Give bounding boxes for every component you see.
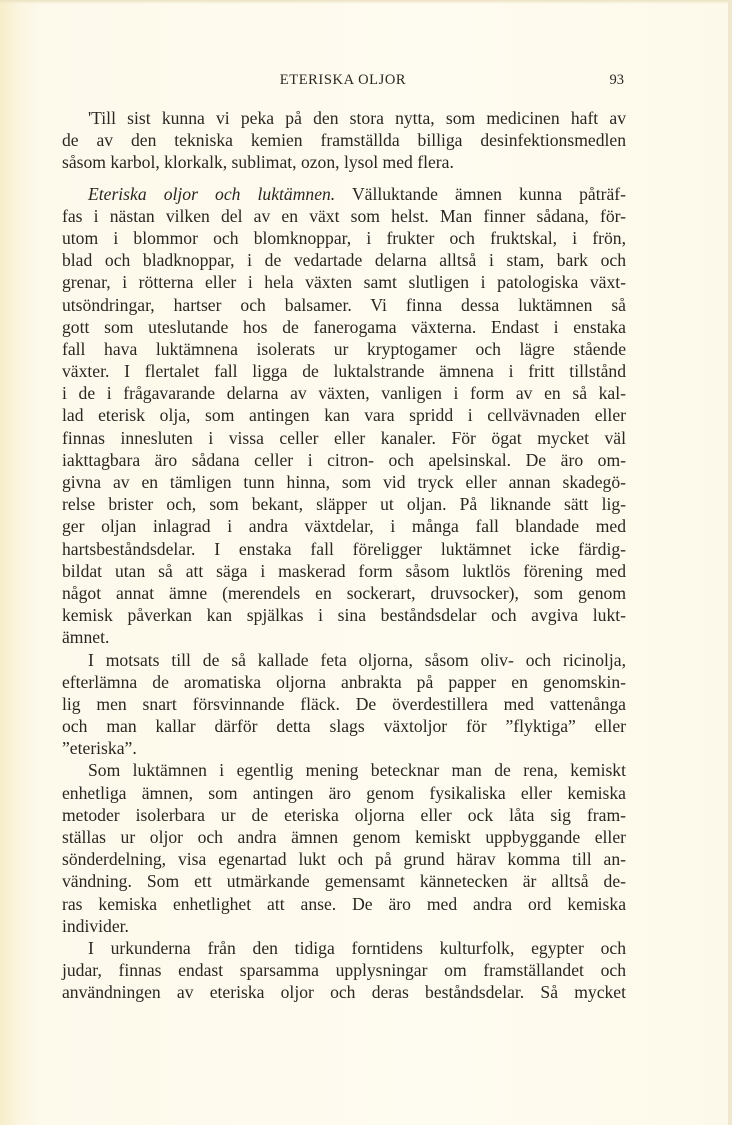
text-line: utom i blommor och blomknoppar, i frukter och fruktskal, i frön, xyxy=(62,227,626,248)
paragraph xyxy=(62,107,626,174)
text-line: kemisk påverkan kan spjälkas i sina beståndsdelar och avgiva lukt- xyxy=(62,605,626,626)
text-line: I motsats till de så kallade feta oljorna, såsom oliv- och ricinolja, xyxy=(88,649,626,670)
text-line: I urkunderna från den tidiga forntidens kulturfolk, egypter och xyxy=(88,937,626,958)
text-line: fall hava luktämnena isolerats ur kryptogamer och lägre stående xyxy=(62,338,626,359)
text-line: hartsbeståndsdelar. I enstaka fall föreligger luktämnet icke färdig- xyxy=(62,538,626,559)
text-line: ger oljan inlagrad i andra växtdelar, i många fall blandade med xyxy=(62,516,626,537)
text-line: utsöndringar, hartser och balsamer. Vi finna dessa luktämnen så xyxy=(62,294,626,315)
text-line: lad eterisk olja, som antingen kan vara spridd i cellvävnaden eller xyxy=(62,405,626,426)
text-line: Som luktämnen i egentlig mening betecknar man de rena, kemiskt xyxy=(88,760,626,781)
text-line: relse brister och, som bekant, släpper ut oljan. På liknande sätt lig- xyxy=(62,494,626,515)
text-line: såsom karbol, klorkalk, sublimat, ozon, lysol med flera. xyxy=(62,152,454,173)
text-line: sönderdelning, visa egenartad lukt och på grund härav komma till an- xyxy=(62,849,626,870)
text-line: efterlämna de aromatiska oljorna anbrakta på papper en genomskin- xyxy=(62,671,626,692)
text-line: metoder isolerbara ur de eteriska oljorna eller ock låta sig fram- xyxy=(62,804,626,825)
text-line: iakttagbara äro sådana celler i citron- och apelsinskal. De äro om- xyxy=(62,449,626,470)
paragraph xyxy=(62,183,626,649)
paragraph xyxy=(62,649,626,760)
text-fragment: Välluktande ämnen kunna påträf- xyxy=(335,183,626,204)
text-line: ”eteriska”. xyxy=(62,738,137,759)
running-head: ETERISKA OLJOR xyxy=(279,72,407,88)
text-line: gott som uteslutande hos de fanerogama växterna. Endast i enstaka xyxy=(62,316,626,337)
text-line: enhetliga ämnen, som antingen äro genom fysikaliska eller kemiska xyxy=(62,782,626,803)
paragraph xyxy=(62,759,626,937)
text-line: vändning. Som ett utmärkande gemensamt kännetecken är alltså de- xyxy=(62,871,626,892)
text-line: växter. I flertalet fall ligga de luktalstrande ämnena i fritt tillstånd xyxy=(62,361,626,382)
text-line: fas i nästan vilken del av en växt som helst. Man finner sådana, för- xyxy=(62,205,626,226)
text-line: finnas innesluten i vissa celler eller kanaler. För ögat mycket väl xyxy=(62,427,626,448)
text-line: lig men snart försvinnande fläck. De överdestillera med vattenånga xyxy=(62,693,626,714)
page-header xyxy=(62,72,624,92)
text-line: något annat ämne (merendels en sockerart, druvsocker), som genom xyxy=(62,582,626,603)
text-line: bildat utan så att säga i maskerad form såsom luktlös förening med xyxy=(62,560,626,581)
italic-heading: Eteriska oljor och luktämnen. xyxy=(88,183,336,204)
text-line xyxy=(62,183,626,205)
page-top-edge xyxy=(0,0,732,4)
text-line: judar, finnas endast sparsamma upplysningar om framställandet och xyxy=(62,960,626,981)
text-line: individer. xyxy=(62,915,129,936)
page-number: 93 xyxy=(609,72,624,88)
text-line: givna av en tämligen tunn hinna, som vid tryck eller annan skadegö- xyxy=(62,472,626,492)
text-line: i de i frågavarande delarna av växten, vanligen i form av en så kal- xyxy=(62,383,626,404)
page-right-edge xyxy=(728,0,732,1125)
text-line: grenar, i rötterna eller i hela växten samt slutligen i patologiska växt- xyxy=(62,272,626,293)
text-line: ras kemiska enhetlighet att anse. De äro med andra ord kemiska xyxy=(62,893,626,914)
text-line: de av den tekniska kemien framställda billiga desinfektionsmedlen xyxy=(62,130,626,151)
text-line: användningen av eteriska oljor och deras beståndsdelar. Så mycket xyxy=(62,982,626,1003)
text-line: blad och bladknoppar, i de vedartade delarna alltså i stam, bark och xyxy=(62,250,626,271)
paragraph xyxy=(62,937,626,1004)
body-text xyxy=(62,107,626,1004)
text-line: ämnet. xyxy=(62,627,110,648)
text-line: och man kallar därför detta slags växtoljor för ”flyktiga” eller xyxy=(62,716,626,737)
text-line: 'Till sist kunna vi peka på den stora nytta, som medicinen haft av xyxy=(88,108,626,128)
text-line: ställas ur oljor och andra ämnen genom kemiskt uppbyggande eller xyxy=(62,827,626,847)
